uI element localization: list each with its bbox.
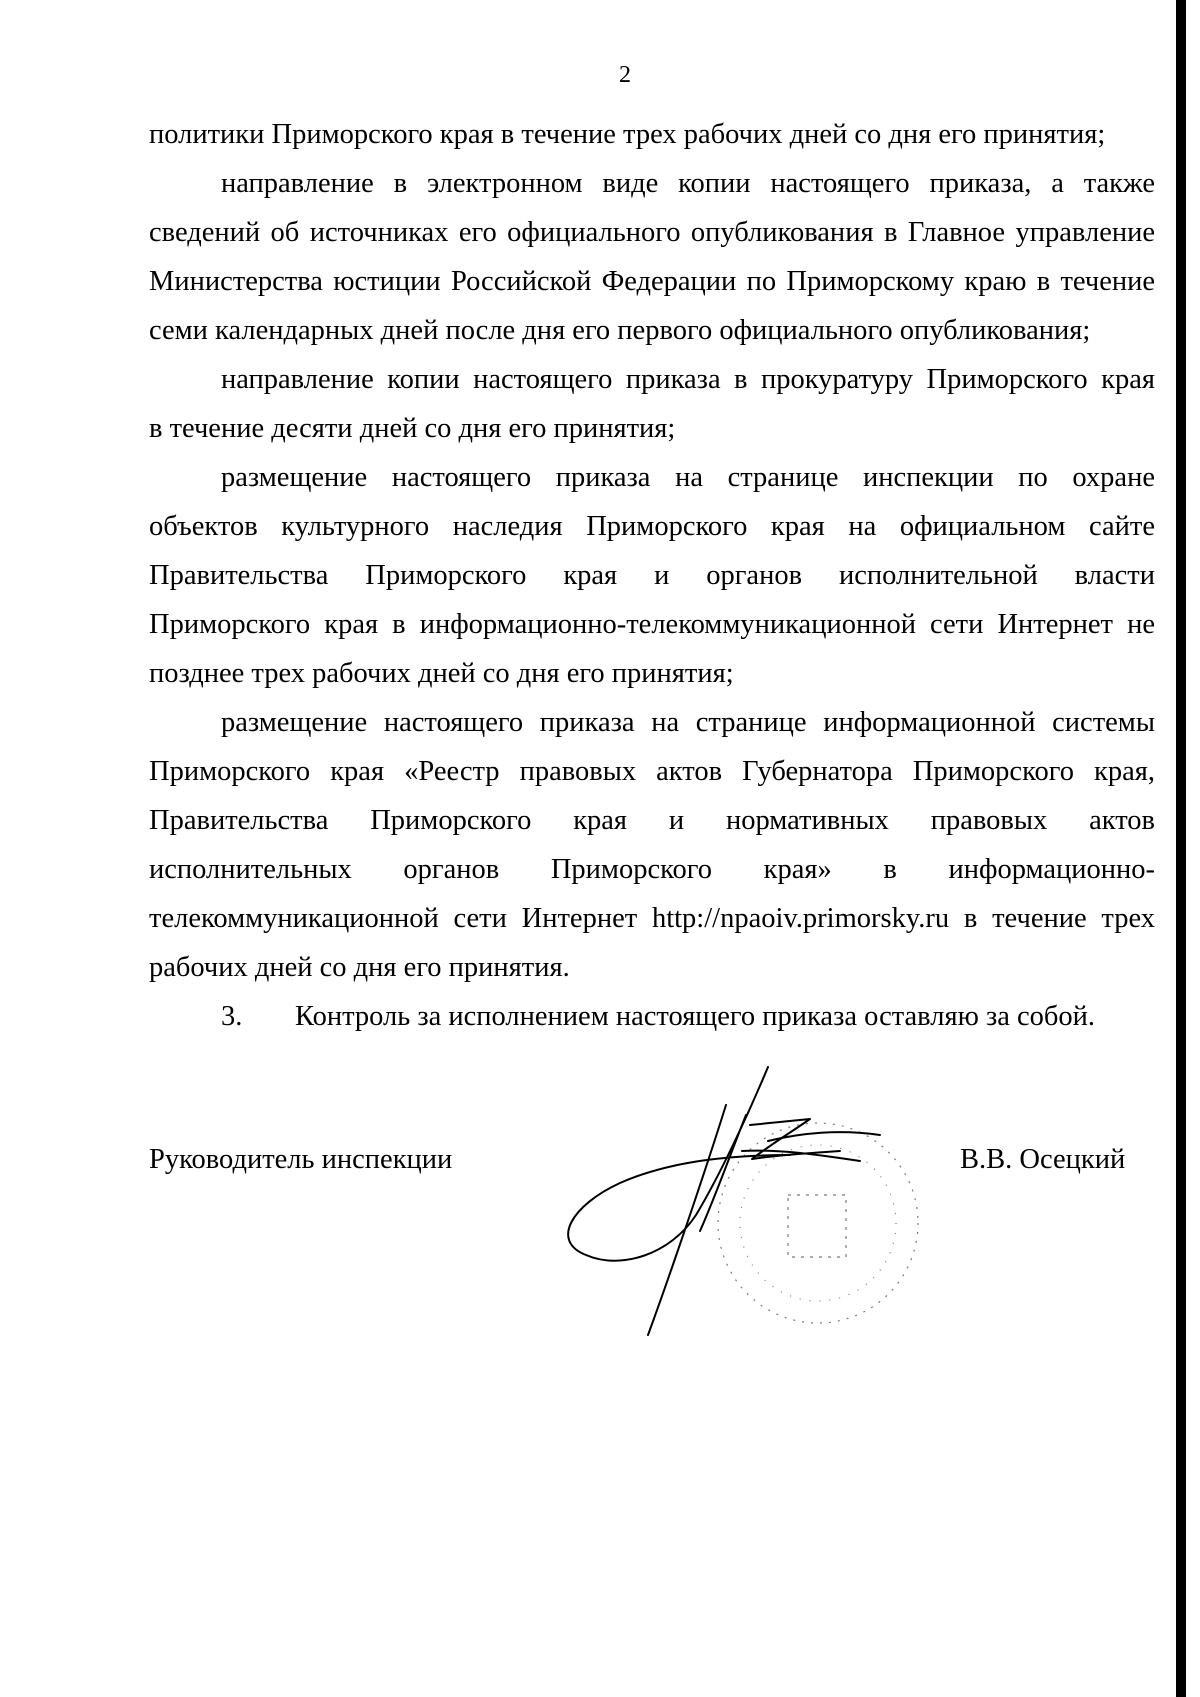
text-line: Правительства Приморского края и органов исполнительной власти xyxy=(149,560,1155,591)
text-line: семи календарных дней после дня его первого официального опубликования; xyxy=(149,315,1091,346)
text-line: исполнительных органов Приморского края» в информационно- xyxy=(149,854,1155,885)
signature-and-stamp xyxy=(520,1055,980,1375)
text-line: Министерства юстиции Российской Федерации по Приморскому краю в течение xyxy=(149,266,1155,297)
text-line: телекоммуникационной сети Интернет http://npaoiv.primorsky.ru в течение трех xyxy=(149,903,1155,934)
signatory-role: Руководитель инспекции xyxy=(149,1144,453,1175)
page-edge-bar xyxy=(1176,0,1186,1697)
text-line: объектов культурного наследия Приморского края на официальном сайте xyxy=(149,511,1155,542)
text-line: направление копии настоящего приказа в прокуратуру Приморского края xyxy=(221,364,1155,395)
signatory-name: В.В. Осецкий xyxy=(960,1144,1126,1175)
text-line: Приморского края «Реестр правовых актов Губернатора Приморского края, xyxy=(149,756,1155,787)
text-line: в течение десяти дней со дня его принятия; xyxy=(149,413,676,444)
text-line: рабочих дней со дня его принятия. xyxy=(149,952,570,983)
text-line: сведений об источниках его официального опубликования в Главное управление xyxy=(149,217,1155,248)
text-line: политики Приморского края в течение трех рабочих дней со дня его принятия; xyxy=(149,119,1106,150)
page-number: 2 xyxy=(619,62,631,88)
numbered-item xyxy=(149,992,1155,1041)
item-number: 3. xyxy=(221,1001,243,1032)
document-body xyxy=(149,110,1155,1041)
text-line: позднее трех рабочих дней со дня его принятия; xyxy=(149,658,734,689)
text-line: направление в электронном виде копии настоящего приказа, а также xyxy=(221,168,1155,199)
item-text: Контроль за исполнением настоящего приказа оставляю за собой. xyxy=(295,1001,1096,1032)
text-line: размещение настоящего приказа на странице информационной системы xyxy=(221,707,1155,738)
handwritten-signature xyxy=(568,1067,880,1335)
text-line: Правительства Приморского края и нормативных правовых актов xyxy=(149,805,1155,836)
text-line: Приморского края в информационно-телекоммуникационной сети Интернет не xyxy=(149,609,1155,640)
text-line: размещение настоящего приказа на странице инспекции по охране xyxy=(221,462,1155,493)
